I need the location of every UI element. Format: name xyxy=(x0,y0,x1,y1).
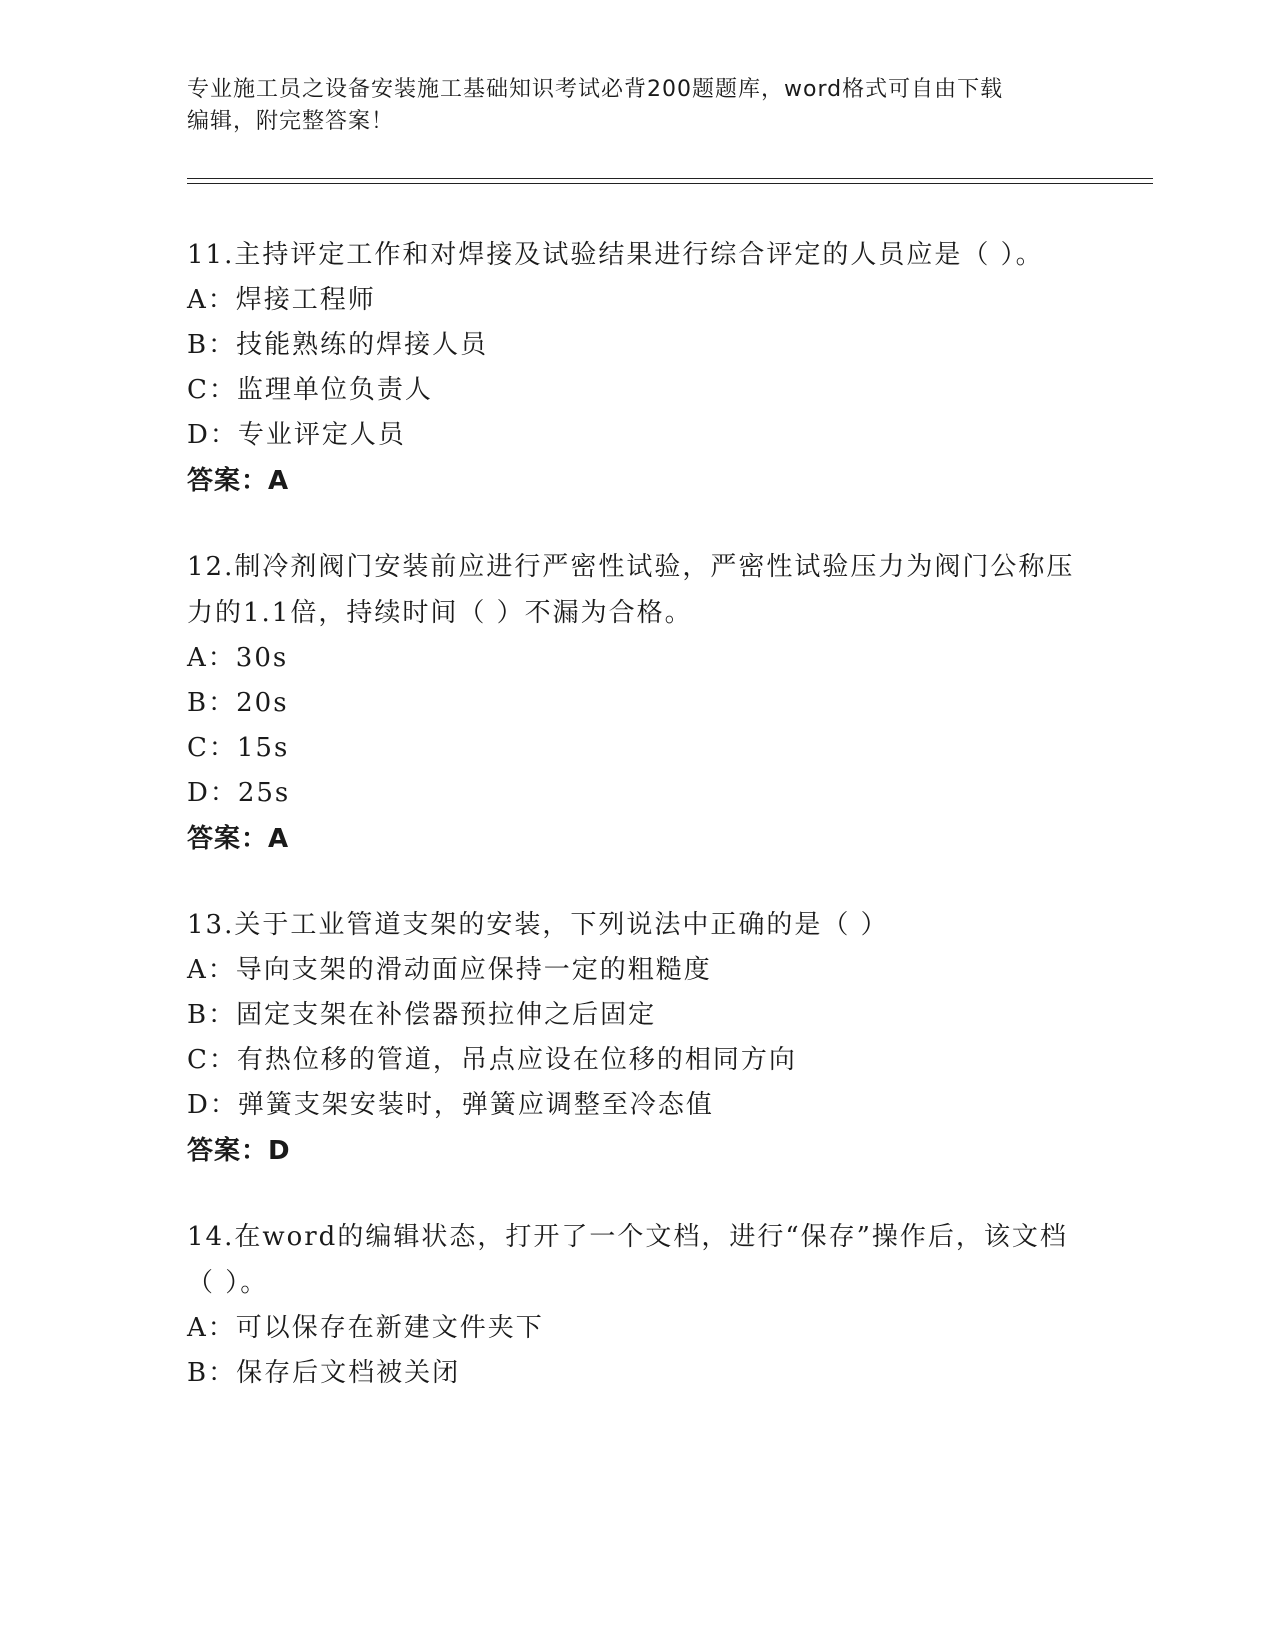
header-divider-top xyxy=(187,178,1153,179)
option-a: A：导向支架的滑动面应保持一定的粗糙度 xyxy=(187,955,712,985)
question-stem: 11.主持评定工作和对焊接及试验结果进行综合评定的人员应是（ ）。 xyxy=(187,240,1044,270)
option-a: A：焊接工程师 xyxy=(187,285,376,315)
option-c: C：15s xyxy=(187,733,290,763)
option-a: A：30s xyxy=(187,643,289,673)
answer: 答案：A xyxy=(187,824,290,854)
option-c: C：监理单位负责人 xyxy=(187,375,433,405)
header-title-line2: 编辑，附完整答案！ xyxy=(187,109,395,134)
option-b: B：技能熟练的焊接人员 xyxy=(187,330,489,360)
option-d: D：专业评定人员 xyxy=(187,420,406,450)
answer: 答案：D xyxy=(187,1136,291,1166)
option-a: A：可以保存在新建文件夹下 xyxy=(187,1313,544,1343)
document-header xyxy=(187,74,1067,138)
question-12 xyxy=(187,544,1087,862)
option-c: C：有热位移的管道，吊点应设在位移的相同方向 xyxy=(187,1045,797,1075)
question-list xyxy=(187,232,1087,1436)
option-d: D：弹簧支架安装时，弹簧应调整至冷态值 xyxy=(187,1090,714,1120)
header-title-line1: 专业施工员之设备安装施工基础知识考试必背200题题库，word格式可自由下载 xyxy=(187,77,1004,102)
option-b: B：保存后文档被关闭 xyxy=(187,1358,461,1388)
question-14 xyxy=(187,1214,1087,1396)
option-b: B：固定支架在补偿器预拉伸之后固定 xyxy=(187,1000,657,1030)
question-11 xyxy=(187,232,1087,504)
question-stem: 14.在word的编辑状态，打开了一个文档，进行“保存”操作后，该文档（ ）。 xyxy=(187,1222,1068,1298)
header-divider-bottom xyxy=(187,183,1153,184)
question-13 xyxy=(187,902,1087,1174)
option-d: D：25s xyxy=(187,778,291,808)
option-b: B：20s xyxy=(187,688,289,718)
question-stem: 13.关于工业管道支架的安装，下列说法中正确的是（ ） xyxy=(187,910,889,940)
answer: 答案：A xyxy=(187,466,290,496)
question-stem: 12.制冷剂阀门安装前应进行严密性试验，严密性试验压力为阀门公称压力的1.1倍，持续时间（ ）不漏为合格。 xyxy=(187,552,1075,628)
